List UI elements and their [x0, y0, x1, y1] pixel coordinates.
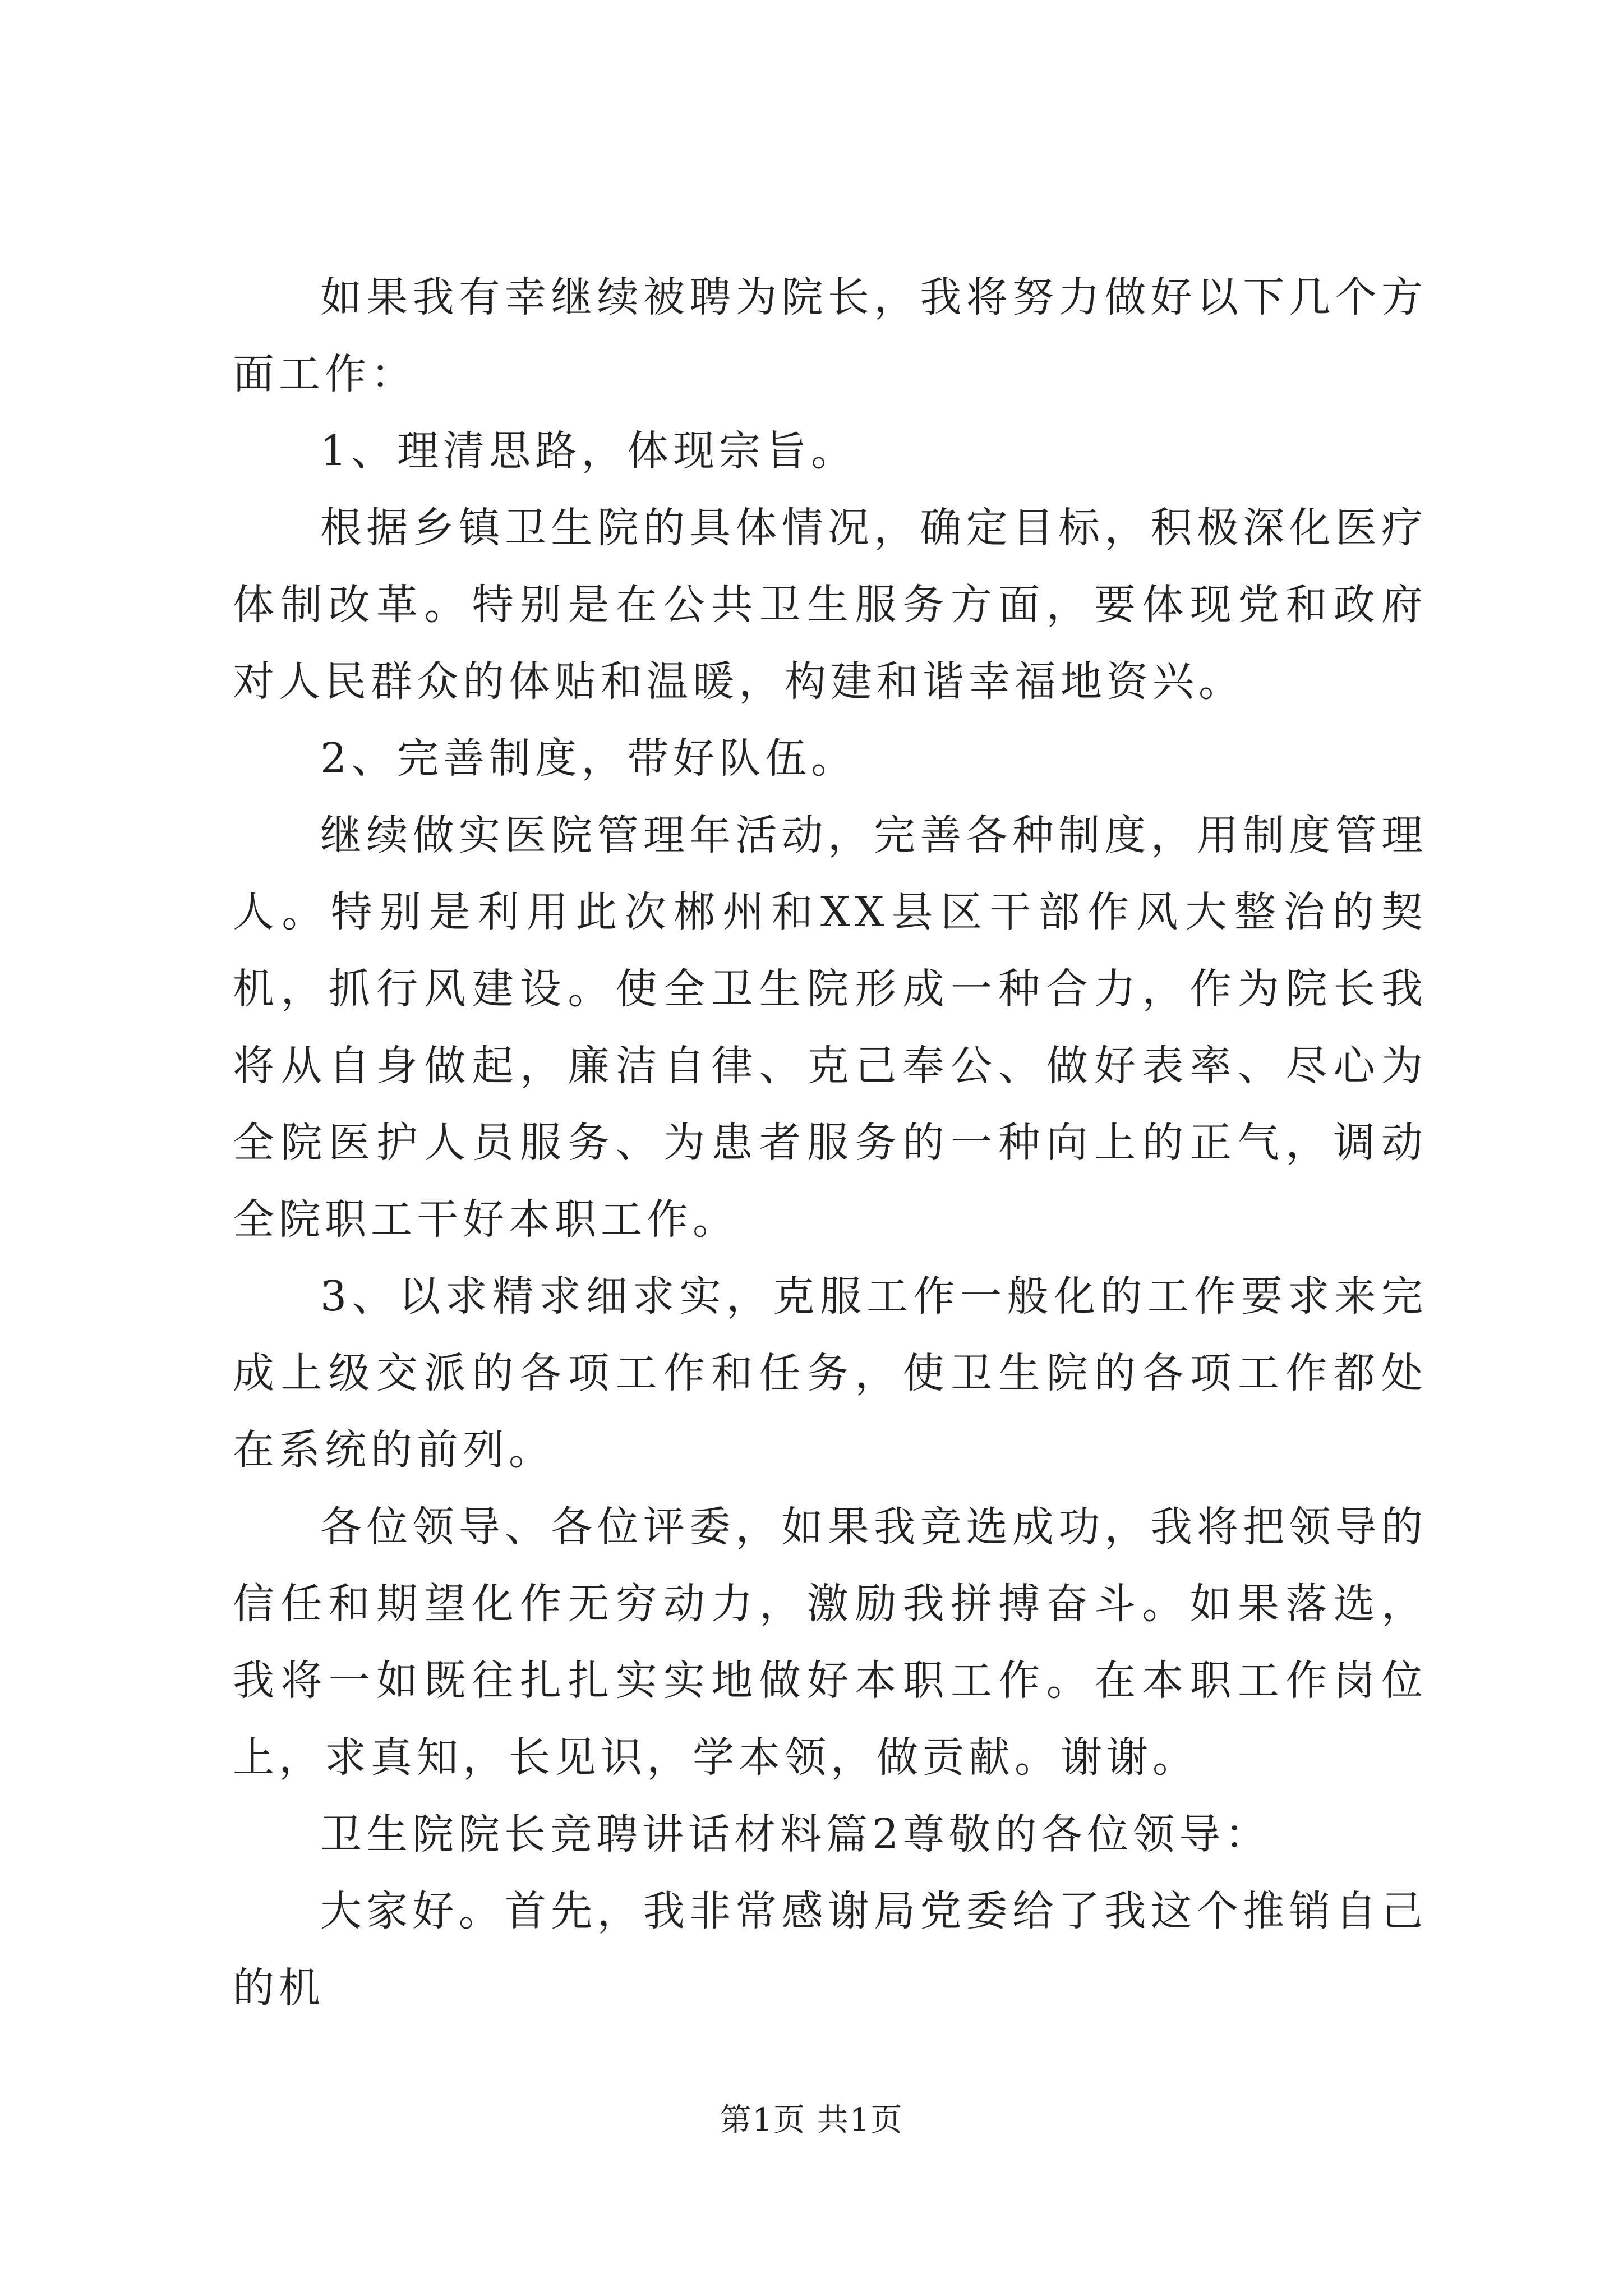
paragraph-section-2-start: 大家好。首先，我非常感谢局党委给了我这个推销自己的机: [233, 1887, 1427, 2012]
heading-item-1: 1、理清思路，体现宗旨。: [320, 427, 857, 475]
paragraph-item-1-body: 根据乡镇卫生院的具体情况，确定目标，积极深化医疗体制改革。特别是在公共卫生服务方面，要体现党和政府对人民群众的体贴和温暖，构建和谐幸福地资兴。: [233, 504, 1427, 706]
page-footer: [0, 2101, 1623, 2140]
paragraph-closing: 各位领导、各位评委，如果我竞选成功，我将把领导的信任和期望化作无穷动力，激励我拼搏奋斗。如果落选，我将一如既往扎扎实实地做好本职工作。在本职工作岗位上，求真知，长见识，学本领，做贡献。谢谢。: [233, 1503, 1427, 1782]
heading-item-2: 2、完善制度，带好队伍。: [320, 734, 857, 783]
document-body: [233, 259, 1427, 2027]
paragraph-item-2-body: 继续做实医院管理年活动，完善各种制度，用制度管理人。特别是利用此次郴州和XX县区干部作风大整治的契机，抓行风建设。使全卫生院形成一种合力，作为院长我将从自身做起，廉洁自律、克己奉公、做好表率、尽心为全院医护人员服务、为患者服务的一种向上的正气，调动全院职工干好本职工作。: [233, 811, 1427, 1244]
page-number-label: 第1页 共1页: [720, 2102, 903, 2138]
paragraph-section-2-title: 卫生院院长竞聘讲话材料篇2尊敬的各位领导：: [320, 1810, 1271, 1858]
paragraph-item-3: 3、以求精求细求实，克服工作一般化的工作要求来完成上级交派的各项工作和任务，使卫生院的各项工作都处在系统的前列。: [233, 1272, 1427, 1474]
paragraph-intro: 如果我有幸继续被聘为院长，我将努力做好以下几个方面工作：: [233, 273, 1427, 398]
